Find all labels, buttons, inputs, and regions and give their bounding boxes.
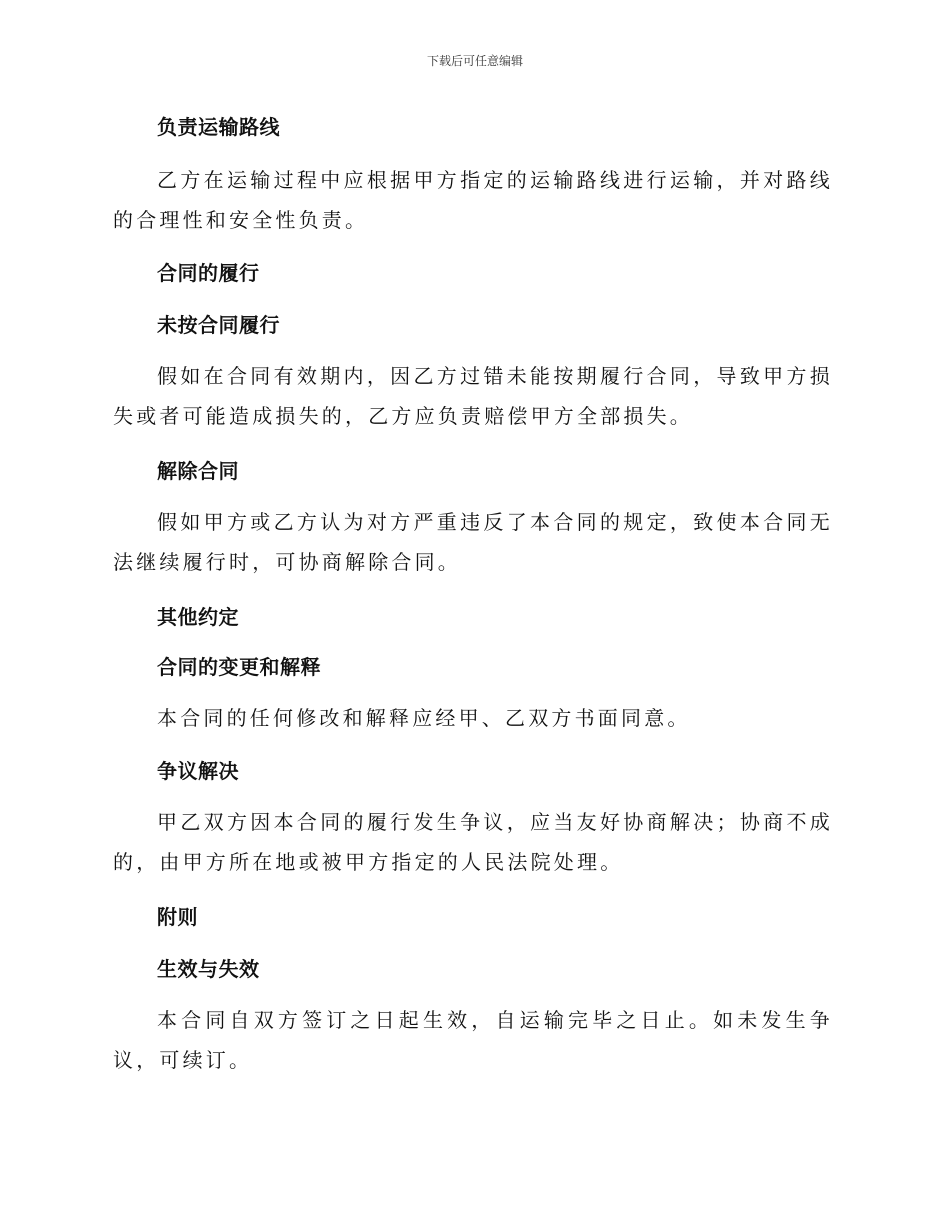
section-heading-transport-route: 负责运输路线 [157,115,280,139]
section-heading-breach: 未按合同履行 [157,313,280,337]
paragraph-termination: 假如甲方或乙方认为对方严重违反了本合同的规定，致使本合同无法继续履行时，可协商解除合同。 [113,510,833,574]
paragraph-amendment: 本合同的任何修改和解释应经甲、乙双方书面同意。 [157,706,691,730]
section-heading-dispute: 争议解决 [157,759,239,783]
paragraph-dispute: 甲乙双方因本合同的履行发生争议，应当友好协商解决；协商不成的，由甲方所在地或被甲方指定的人民法院处理。 [113,810,833,874]
section-heading-termination: 解除合同 [157,459,239,483]
section-heading-annex: 附则 [157,905,198,929]
page-header: 下载后可任意编辑 [426,54,523,68]
paragraph-validity: 本合同自双方签订之日起生效，自运输完毕之日止。如未发生争议，可续订。 [113,1008,833,1072]
section-heading-other-terms: 其他约定 [157,605,239,629]
paragraph-transport-route: 乙方在运输过程中应根据甲方指定的运输路线进行运输，并对路线的合理性和安全性负责。 [113,168,833,232]
section-heading-validity: 生效与失效 [157,957,260,981]
section-heading-contract-performance: 合同的履行 [157,261,260,285]
paragraph-breach: 假如在合同有效期内，因乙方过错未能按期履行合同，导致甲方损失或者可能造成损失的，乙方应负责赔偿甲方全部损失。 [113,364,833,428]
section-heading-amendment: 合同的变更和解释 [157,655,321,679]
